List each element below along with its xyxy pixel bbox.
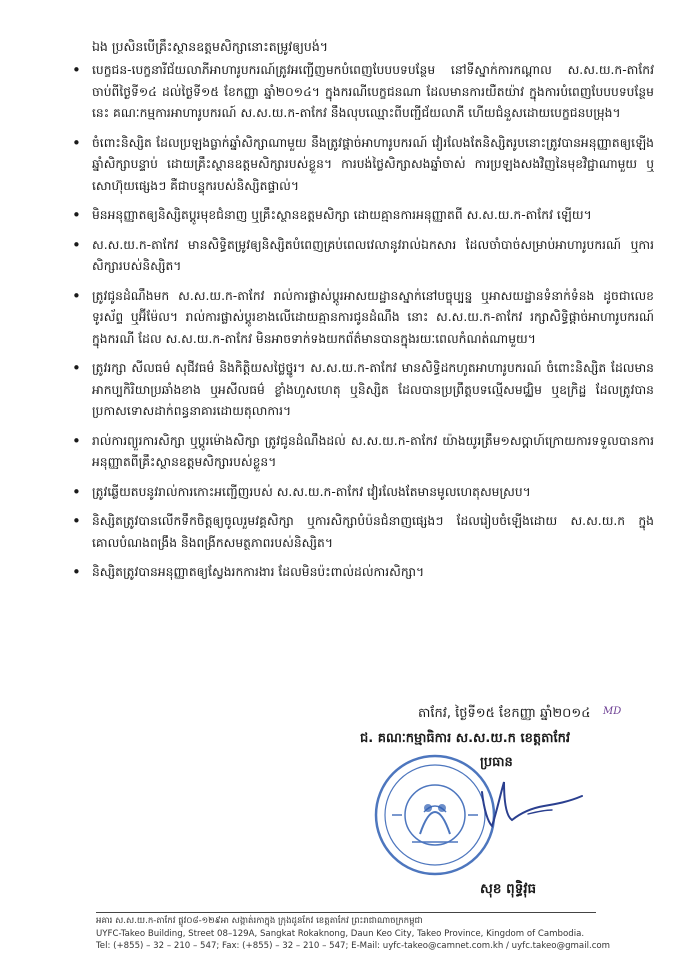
list-item [70, 60, 654, 125]
list-item-text: និស្សិតត្រូវបានអនុញ្ញាតឲ្យស្វែងរកការងារ ដែលមិនប៉ះពាល់ដល់ការសិក្សា។ [92, 565, 425, 579]
intro-line: ឯង ប្រសិនបើគ្រឹះស្ថានឧត្តមសិក្សានោះតម្រូវឲ្យបង់។ [92, 39, 329, 54]
handwritten-initial: MD [603, 706, 622, 717]
signature-icon [470, 770, 590, 840]
list-item-text: រាល់ការព្យួរការសិក្សា ឬប្តូរម៉ោងសិក្សា ត្រូវជូនដំណឹងដល់ ស.ស.យ.ក-តាកែវ យ៉ាងយូរត្រឹម១សប្តាហ៍ក្រោយការទទួលបានការអនុញ្ញាតពីគ្រឹះស្ថានឧត្តមសិក្សារបស់ខ្លួន។ [92, 433, 654, 469]
bullet-marker: • [72, 286, 81, 305]
list-item [70, 358, 654, 423]
footer-address-english: UYFC-Takeo Building, Street 08–129A, Sangkat Rokaknong, Daun Keo City, Takeo Province, Kingdom of Cambodia. [96, 928, 585, 939]
bullet-marker: • [72, 563, 81, 581]
footer-contact: Tel: (+855) – 32 – 210 – 547; Fax: (+855) – 32 – 210 – 547; E-Mail: uyfc-takeo@camnet.com.kh / uyfc.takeo@gmail.com [96, 941, 611, 951]
list-item [70, 511, 654, 554]
list-item [70, 431, 654, 474]
bullet-marker: • [72, 359, 81, 377]
bullet-marker: • [72, 482, 81, 501]
conditions-list [70, 60, 654, 592]
list-item [70, 562, 654, 584]
list-item-text: ស.ស.យ.ក-តាកែវ មានសិទ្ធិតម្រូវឲ្យនិស្សិតបំពេញគ្រប់ពេលវេលានូវរាល់ឯកសារ ដែលចាំបាច់សម្រាប់អាហារូបករណ៍ ឬការសិក្សារបស់និស្សិត។ [92, 237, 654, 273]
footer-address-khmer: អគារ ស.ស.យ.ក-តាកែវ ផ្លូវ០៨-១២៩អា សង្កាត់រកាក្នុង ក្រុងដូនកែវ ខេត្តតាកែវ ព្រះរាជាណាចក្រកម្ពុជា [96, 916, 423, 926]
letterhead-footer [96, 912, 611, 953]
list-item [70, 133, 654, 198]
list-item-text: ចំពោះនិស្សិត ដែលប្រឡងធ្លាក់ឆ្នាំសិក្សាណាមួយ នឹងត្រូវផ្តាច់អាហារូបករណ៍ វៀរលែងតែនិស្សិតរូបនោះត្រូវបានអនុញ្ញាតឲ្យឡើងឆ្នាំសិក្សាបន្ទាប់ ដោយគ្រឹះស្ថានឧត្តមសិក្សារបស់ខ្លួន។ ការបង់ថ្លៃសិក្សាសងឆ្នាំចាស់ ការប្រឡងសងវិញនៃមុខវិជ្ជាណាមួយ ឬសោហ៊ុយផ្សេងៗ គឺជាបន្ទុករបស់និស្សិតផ្ទាល់។ [92, 135, 654, 193]
signer-name: សុខ ពុទ្ធិវុធ [480, 881, 537, 897]
bullet-marker: • [72, 206, 81, 224]
list-item-text: បេក្ខជន-បេក្ខនារីជ័យលាភីអាហារូបករណ៍ត្រូវអញ្ជើញមកបំពេញបែបបទបន្ថែម នៅទីស្នាក់ការកណ្តាល ស.ស.យ.ក-តាកែវ ចាប់ពីថ្ងៃទី១៤ ដល់ថ្ងៃទី១៥ ខែកញ្ញា ឆ្នាំ២០១៤។ ក្នុងករណីបេក្ខជនណា ដែលមានការយឺតយ៉ាវ ក្នុងការបំពេញបែបបទបន្ថែមនេះ គណៈកម្មការអាហារូបករណ៍ ស.ស.យ.ក-តាកែវ នឹងលុបឈ្មោះពីបញ្ជីជ័យលាភី ហើយជំនួសដោយបេក្ខជនបម្រុង។ [92, 63, 654, 120]
committee-line: ជ. គណៈកម្មាធិការ ស.ស.យ.ក ខេត្តតាកែវ [360, 731, 570, 746]
list-item [70, 205, 654, 227]
signer-role: ប្រធាន [480, 755, 513, 770]
bullet-marker: • [72, 512, 81, 530]
bullet-marker: • [72, 431, 81, 450]
date-line: តាកែវ, ថ្ងៃទី១៥ ខែកញ្ញា ឆ្នាំ២០១៤ [418, 706, 591, 721]
list-item [70, 482, 654, 504]
list-item [70, 235, 654, 278]
list-item-text: មិនអនុញ្ញាតឲ្យនិស្សិតប្តូរមុខជំនាញ ឬគ្រឹះស្ថានឧត្តមសិក្សា ដោយគ្មានការអនុញ្ញាតពី ស.ស.យ.ក-តាកែវ ឡើយ។ [92, 208, 592, 222]
list-item-text: និស្សិតត្រូវបានលើកទឹកចិត្តឲ្យចូលរួមវគ្គសិក្សា ឬការសិក្សាបំប៉នជំនាញផ្សេងៗ ដែលរៀបចំឡើងដោយ ស.ស.យ.ក ក្នុងគោលបំណងពង្រឹង និងពង្រីកសមត្ថភាពរបស់និស្សិត។ [92, 514, 654, 550]
bullet-marker: • [72, 235, 81, 254]
list-item-text: ត្រូវជូនដំណឹងមក ស.ស.យ.ក-តាកែវ រាល់ការផ្លាស់ប្តូរអាសយដ្ឋានស្នាក់នៅបច្ចុប្បន្ន ឬអាសយដ្ឋានទំនាក់ទំនង ដូចជាលេខទូរស័ព្ទ ឬអ៊ីម៉ែល។ រាល់ការផ្លាស់ប្តូរខាងលើដោយគ្មានការជូនដំណឹង នោះ ស.ស.យ.ក-តាកែវ រក្សាសិទ្ធិផ្តាច់អាហារូបករណ៍ ក្នុងករណី ដែល ស.ស.យ.ក-តាកែវ មិនអាចទាក់ទងយកព័ត៌មានបានក្នុងរយៈពេលកំណត់ណាមួយ។ [92, 288, 654, 346]
list-item-text: ត្រូវឆ្លើយតបនូវរាល់ការកោះអញ្ជើញរបស់ ស.ស.យ.ក-តាកែវ វៀរលែងតែមានមូលហេតុសមស្រប។ [92, 484, 531, 499]
bullet-marker: • [72, 133, 81, 152]
list-item-text: ត្រូវរក្សា សីលធម៌ សុជីវធម៌ និងកិត្តិយសថ្លៃថ្នូរ។ ស.ស.យ.ក-តាកែវ មានសិទ្ធិដកហូតអាហារូបករណ៍ ចំពោះនិស្សិត ដែលមានអាកប្បកិរិយាប្រឆាំងខាង ឬអសីលធម៌ ខ្លាំងហួសហេតុ ឬនិស្សិត ដែលបានប្រព្រឹត្តបទល្មើសមជ្ឈិម ឬឧក្រិដ្ឋ ដែលត្រូវបានប្រកាសទោសដាក់ពន្ធនាគារដោយតុលាការ។ [92, 361, 654, 418]
list-item [70, 286, 654, 351]
bullet-marker: • [72, 61, 81, 79]
